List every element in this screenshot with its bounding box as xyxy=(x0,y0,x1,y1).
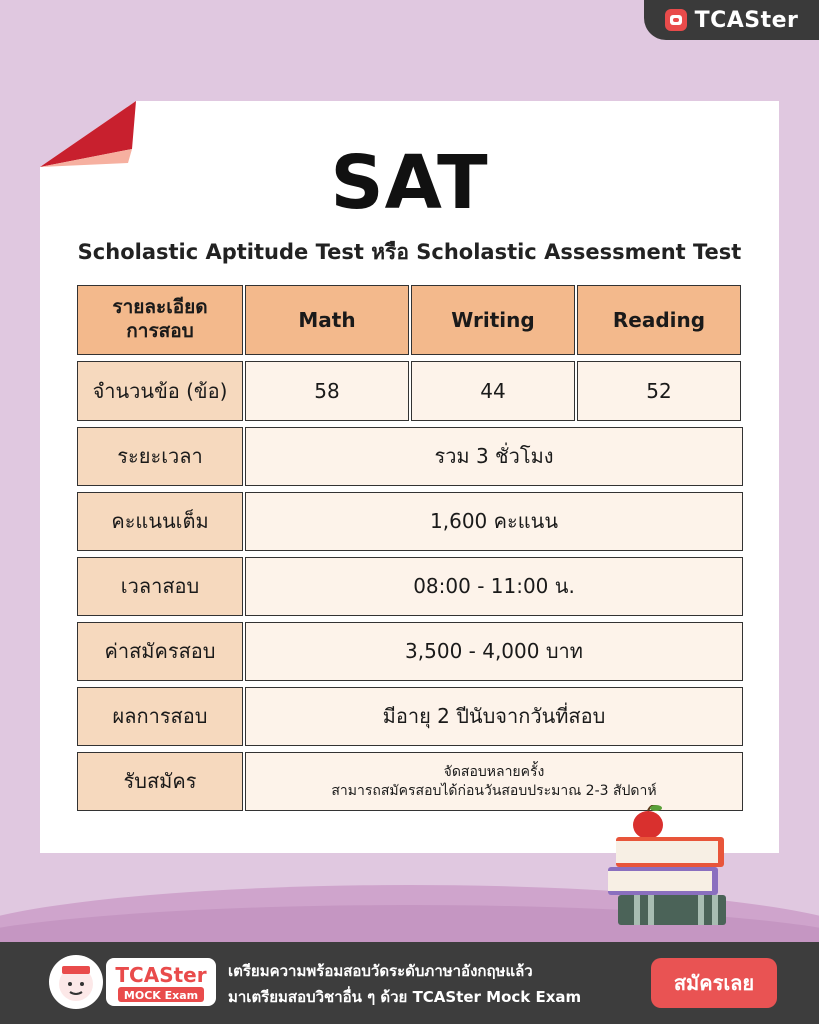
mock-logo-line1: TCASter xyxy=(115,963,207,987)
row-value: 1,600 คะแนน xyxy=(245,492,743,551)
table-row xyxy=(77,492,743,551)
math-count: 58 xyxy=(245,361,409,421)
header-writing: Writing xyxy=(411,285,575,355)
table-row xyxy=(77,687,743,746)
table-row xyxy=(77,361,743,421)
brand-tab xyxy=(644,0,819,40)
row-value: รวม 3 ชั่วโมง xyxy=(245,427,743,486)
brand-name: TCASter xyxy=(694,7,799,33)
header-label-line1: รายละเอียด xyxy=(112,296,208,319)
row-label: ค่าสมัครสอบ xyxy=(77,622,243,681)
table-row xyxy=(77,752,743,811)
books-apple-icon xyxy=(600,805,730,930)
row-value xyxy=(245,752,743,811)
footer-text-line2: มาเตรียมสอบวิชาอื่น ๆ ด้วย TCASter Mock Exam xyxy=(228,988,582,1006)
row-label: เวลาสอบ xyxy=(77,557,243,616)
writing-count: 44 xyxy=(411,361,575,421)
row-value-line2: สามารถสมัครสอบได้ก่อนวันสอบประมาณ 2-3 สัปดาห์ xyxy=(331,782,657,799)
exam-details-table xyxy=(77,285,743,817)
reading-count: 52 xyxy=(577,361,741,421)
register-button[interactable]: สมัครเลย xyxy=(651,958,777,1008)
table-header-row xyxy=(77,285,743,355)
row-label: คะแนนเต็ม xyxy=(77,492,243,551)
row-label: รับสมัคร xyxy=(77,752,243,811)
table-row xyxy=(77,622,743,681)
header-reading: Reading xyxy=(577,285,741,355)
page-subtitle: Scholastic Aptitude Test หรือ Scholastic Assessment Test xyxy=(77,240,742,264)
footer-text xyxy=(228,958,581,1010)
tcaster-logo-icon xyxy=(665,9,687,31)
row-label: ผลการสอบ xyxy=(77,687,243,746)
row-label: จำนวนข้อ (ข้อ) xyxy=(77,361,243,421)
row-value: มีอายุ 2 ปีนับจากวันที่สอบ xyxy=(245,687,743,746)
mock-logo-line2: MOCK Exam xyxy=(123,989,199,1002)
page-title: SAT xyxy=(330,140,489,226)
header-math: Math xyxy=(245,285,409,355)
row-value: 3,500 - 4,000 บาท xyxy=(245,622,743,681)
table-row xyxy=(77,427,743,486)
mock-exam-logo xyxy=(48,950,218,1014)
header-label-cell xyxy=(77,285,243,355)
row-label: ระยะเวลา xyxy=(77,427,243,486)
table-row xyxy=(77,557,743,616)
row-value-line1: จัดสอบหลายครั้ง xyxy=(443,763,545,780)
footer-text-line1: เตรียมความพร้อมสอบวัดระดับภาษาอังกฤษแล้ว xyxy=(228,962,533,980)
row-value: 08:00 - 11:00 น. xyxy=(245,557,743,616)
header-label-line2: การสอบ xyxy=(126,320,194,342)
